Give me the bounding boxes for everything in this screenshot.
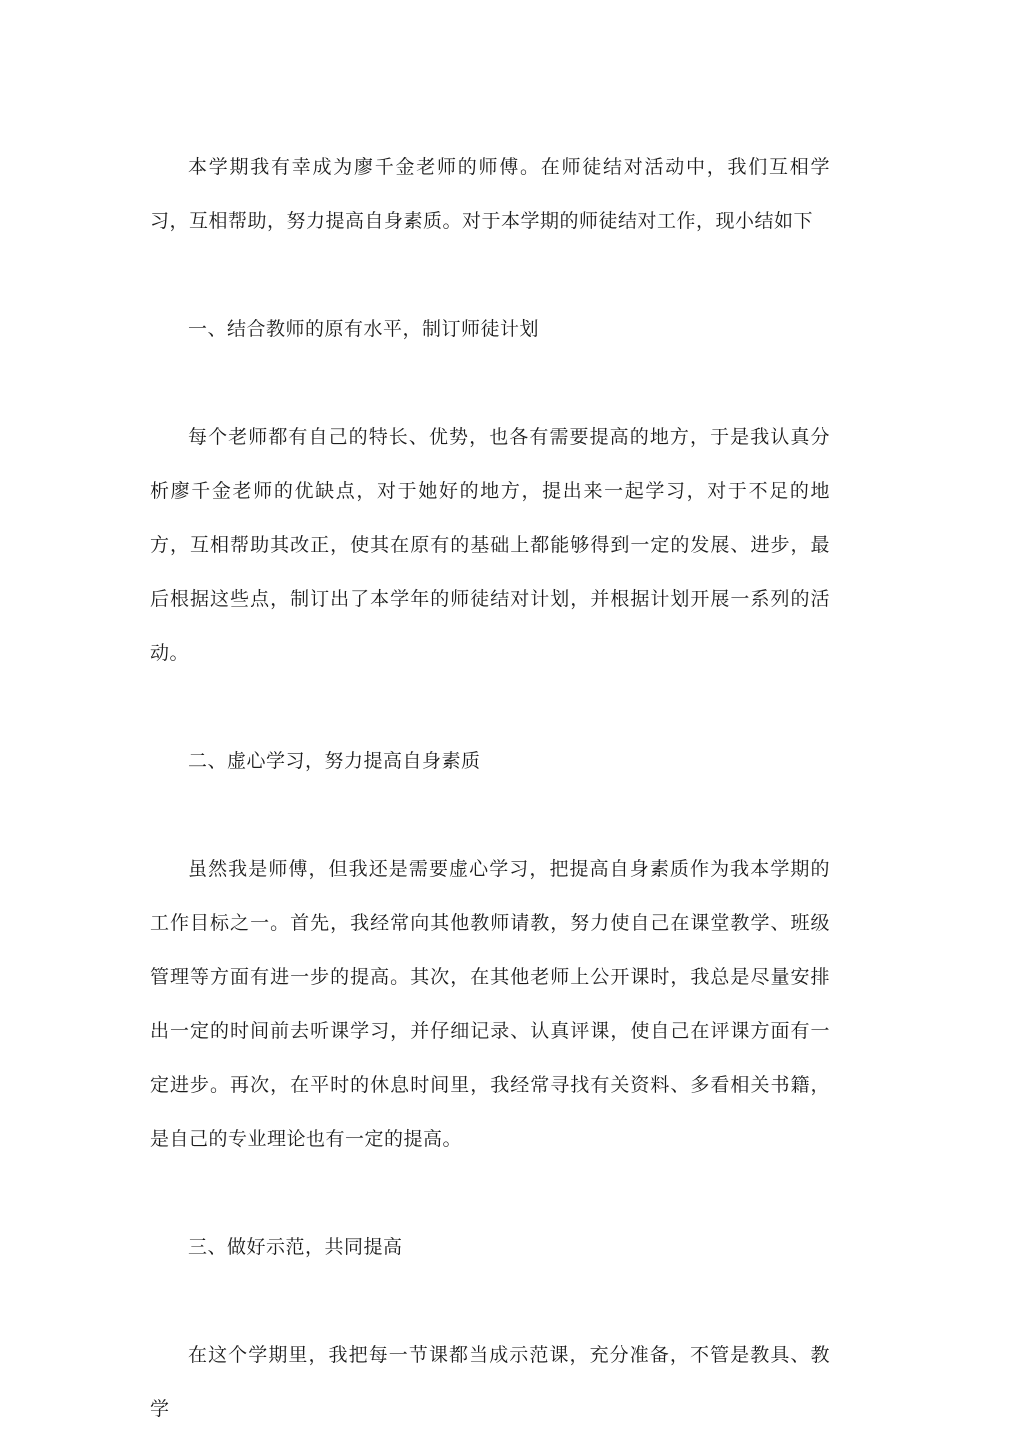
section-2-body: 虽然我是师傅，但我还是需要虚心学习，把提高自身素质作为我本学期的工作目标之一。首先，我经常向其他教师请教，努力使自己在课堂教学、班级管理等方面有进一步的提高。其次，在其他老师上公开课时，我总是尽量安排出一定的时间前去听课学习，并仔细记录、认真评课，使自己在评课方面有一定进步。再次，在平时的休息时间里，我经常寻找有关资料、多看相关书籍，是自己的专业理论也有一定的提高。	[150, 858, 830, 1150]
section-3-heading: 三、做好示范，共同提高	[188, 1236, 403, 1258]
section-1-body: 每个老师都有自己的特长、优势，也各有需要提高的地方，于是我认真分析廖千金老师的优缺点，对于她好的地方，提出来一起学习，对于不足的地方，互相帮助其改正，使其在原有的基础上都能够得到一定的发展、进步，最后根据这些点，制订出了本学年的师徒结对计划，并根据计划开展一系列的活动。	[150, 426, 830, 664]
paragraph-spacer	[150, 1274, 830, 1328]
section-1-heading: 一、结合教师的原有水平，制订师徒计划	[188, 318, 540, 340]
paragraph-spacer	[150, 788, 830, 842]
paragraph-spacer	[150, 248, 830, 302]
paragraph-spacer	[150, 1166, 830, 1220]
section-2-heading: 二、虚心学习，努力提高自身素质	[188, 750, 481, 772]
paragraph-spacer	[150, 680, 830, 734]
document-body	[150, 140, 830, 1436]
paragraph-spacer	[150, 356, 830, 410]
section-3-body: 在这个学期里，我把每一节课都当成示范课，充分准备，不管是教具、教学	[150, 1344, 830, 1420]
intro-paragraph: 本学期我有幸成为廖千金老师的师傅。在师徒结对活动中，我们互相学习，互相帮助，努力提高自身素质。对于本学期的师徒结对工作，现小结如下	[150, 156, 830, 232]
